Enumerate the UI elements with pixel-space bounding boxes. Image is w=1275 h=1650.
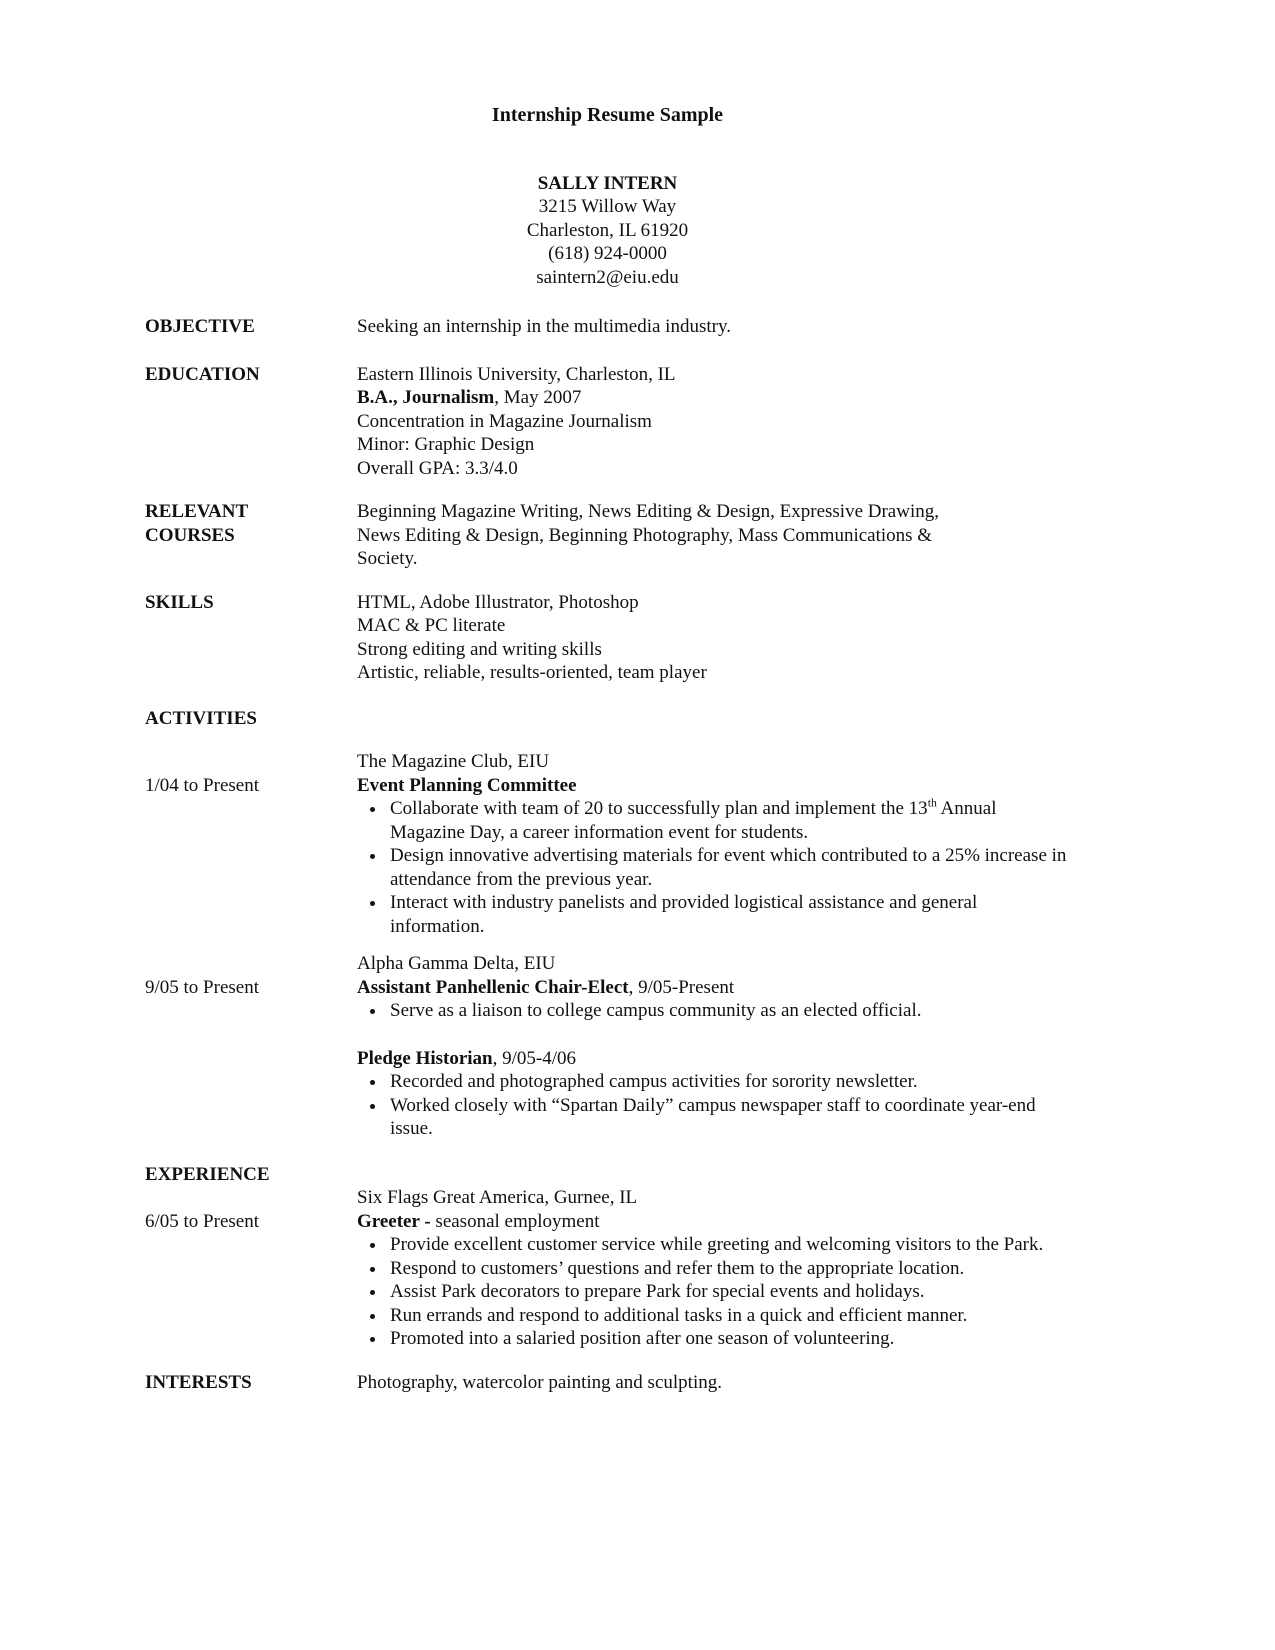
education-gpa: Overall GPA: 3.3/4.0 (357, 457, 518, 479)
education-minor: Minor: Graphic Design (357, 434, 535, 455)
activity-club1-bullets (357, 797, 1070, 938)
activity-pledge-bullets-gutter (145, 1070, 357, 1141)
phone-number: (618) 924-0000 (548, 243, 667, 264)
experience-bullets-gutter (145, 1233, 357, 1351)
experience-role: Greeter - (357, 1210, 431, 1232)
experience-org-gutter (145, 1186, 357, 1210)
bullet-item: • Run errands and respond to additional tasks in a quick and efficient manner. (387, 1304, 1070, 1328)
experience-role-line (357, 1210, 1070, 1234)
experience-org: Six Flags Great America, Gurnee, IL (357, 1187, 638, 1208)
activity-pledge-role: Pledge Historian (357, 1047, 493, 1069)
activity-club2-bullets-row (145, 999, 1070, 1023)
address-line-1: 3215 Willow Way (538, 196, 677, 217)
activity-club1-org: The Magazine Club, EIU (357, 751, 550, 772)
bullet-item: • Design innovative advertising materials for event which contributed to a 25% increase in attendance from the previous year. (387, 844, 1070, 891)
education-content (357, 363, 1070, 481)
courses-line-2: News Editing & Design, Beginning Photography, Mass Communications & (357, 524, 933, 546)
bullet-item: • Promoted into a salaried position after one season of volunteering. (387, 1327, 1070, 1351)
section-interests (145, 1371, 1070, 1395)
education-degree-line (357, 386, 1070, 410)
section-education (145, 363, 1070, 481)
bullet-item: • Respond to customers’ questions and refer them to the appropriate location. (387, 1257, 1070, 1281)
skills-label: SKILLS (145, 591, 214, 613)
email-address: saintern2@eiu.edu (536, 266, 679, 288)
candidate-name: SALLY INTERN (537, 172, 678, 194)
activity-pledge-role-row (145, 1047, 1070, 1071)
education-degree-bold: B.A., Journalism (357, 387, 495, 408)
bullet-text-pre: Collaborate with team of 20 to successfully plan and implement the 13 (390, 798, 928, 819)
activity-club1-bullets-gutter (145, 797, 357, 938)
activity-club2-org: Alpha Gamma Delta, EIU (357, 953, 556, 974)
bullet-item: • Recorded and photographed campus activities for sorority newsletter. (387, 1070, 1070, 1094)
activity-club2-role-line (357, 976, 1070, 1000)
relevant-courses-label-line2: COURSES (145, 524, 235, 546)
interests-text: Photography, watercolor painting and sculpting. (357, 1371, 722, 1393)
relevant-courses-label (145, 500, 357, 571)
relevant-courses-label-line1: RELEVANT (145, 501, 249, 522)
activity-club2-org-row (145, 952, 1070, 976)
activity-club2-bullet-list (357, 999, 1070, 1023)
bullet-item: • Worked closely with “Spartan Daily” campus newspaper staff to coordinate year-end issue. (387, 1094, 1070, 1141)
activity-club1-date: 1/04 to Present (145, 774, 259, 796)
ordinal-superscript: th (927, 796, 937, 810)
activity-club1-org-row (145, 750, 1070, 774)
courses-line-3: Society. (357, 548, 418, 569)
activity-club1-bullets-row (145, 797, 1070, 938)
skills-line-4: Artistic, reliable, results-oriented, team player (357, 662, 707, 683)
section-objective (145, 315, 1070, 339)
activity-club2-role: Assistant Panhellenic Chair-Elect (357, 976, 629, 998)
experience-bullets (357, 1233, 1070, 1351)
bullet-item (387, 797, 1070, 844)
activities-label: ACTIVITIES (145, 707, 257, 729)
interests-label: INTERESTS (145, 1371, 252, 1393)
education-degree-tail: , May 2007 (494, 387, 582, 408)
education-label: EDUCATION (145, 363, 260, 385)
courses-line-1: Beginning Magazine Writing, News Editing & Design, Expressive Drawing, (357, 501, 939, 522)
experience-org-row (145, 1186, 1070, 1210)
activities-header-spacer (357, 707, 1070, 731)
activity-club2-bullets (357, 999, 1070, 1023)
experience-header-spacer (357, 1163, 1070, 1187)
skills-line-2: MAC & PC literate (357, 615, 506, 636)
skills-line-3: Strong editing and writing skills (357, 638, 602, 660)
bullet-text-post: Annual Magazine Day, a career information event for students. (390, 798, 997, 843)
education-concentration: Concentration in Magazine Journalism (357, 410, 652, 432)
bullet-item: • Provide excellent customer service while greeting and welcoming visitors to the Park. (387, 1233, 1070, 1257)
experience-date: 6/05 to Present (145, 1210, 259, 1232)
activity-pledge-role-line (357, 1047, 1070, 1071)
bullet-item: • Interact with industry panelists and provided logistical assistance and general information. (387, 891, 1070, 938)
activity-club1-role-row (145, 774, 1070, 798)
activity-pledge-bullets-row (145, 1070, 1070, 1141)
document-title: Internship Resume Sample (491, 104, 724, 126)
skills-line-1: HTML, Adobe Illustrator, Photoshop (357, 591, 639, 613)
activity-club2-bullets-gutter (145, 999, 357, 1023)
section-experience-header (145, 1163, 1070, 1187)
experience-bullets-row (145, 1233, 1070, 1351)
address-line-2: Charleston, IL 61920 (526, 219, 689, 241)
activity-club1-org-gutter (145, 750, 357, 774)
bullet-item: • Assist Park decorators to prepare Park for special events and holidays. (387, 1280, 1070, 1304)
activity-pledge-role-tail: , 9/05-4/06 (492, 1047, 577, 1069)
activity-club2-date: 9/05 to Present (145, 976, 259, 998)
activity-club1-bullet-list (357, 797, 1070, 938)
activity-pledge-bullets (357, 1070, 1070, 1141)
section-activities-header (145, 707, 1070, 731)
experience-role-row (145, 1210, 1070, 1234)
section-skills (145, 591, 1070, 685)
skills-content (357, 591, 1070, 685)
contact-header (145, 172, 1070, 290)
activity-pledge-bullet-list (357, 1070, 1070, 1141)
section-relevant-courses (145, 500, 1070, 571)
activity-club1-role: Event Planning Committee (357, 774, 577, 796)
activity-club2-role-row (145, 976, 1070, 1000)
experience-bullet-list (357, 1233, 1070, 1351)
objective-text: Seeking an internship in the multimedia industry. (357, 316, 731, 337)
activity-club2-role-tail: , 9/05-Present (628, 976, 735, 998)
experience-role-tail: seasonal employment (430, 1210, 600, 1232)
education-school: Eastern Illinois University, Charleston, IL (357, 363, 676, 385)
activity-club2-org-gutter (145, 952, 357, 976)
relevant-courses-content (357, 500, 1070, 571)
objective-label: OBJECTIVE (145, 316, 255, 337)
activity-pledge-gutter (145, 1047, 357, 1071)
experience-label: EXPERIENCE (145, 1163, 270, 1185)
bullet-item: • Serve as a liaison to college campus community as an elected official. (387, 999, 1070, 1023)
